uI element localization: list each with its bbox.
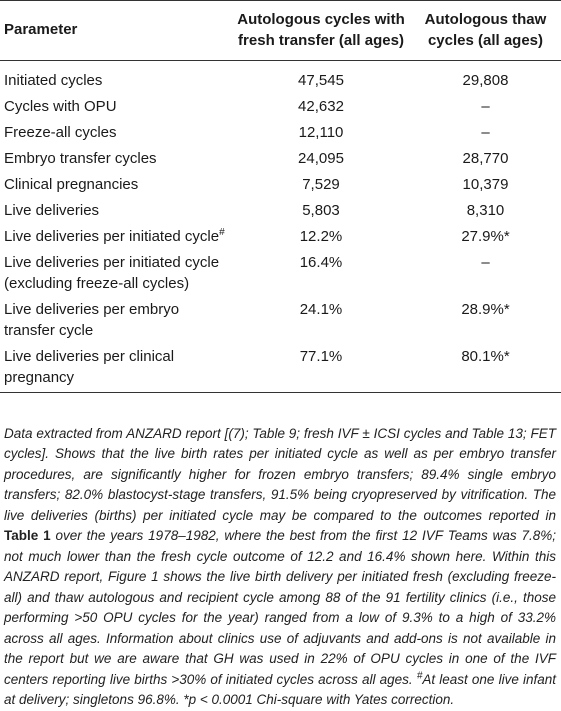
row-label: Cycles with OPU (4, 98, 117, 115)
fresh-value: 5,803 (302, 202, 340, 219)
table-row (0, 200, 561, 226)
table-row (0, 148, 561, 174)
table-row (0, 61, 561, 97)
thaw-value: 8,310 (466, 202, 505, 219)
thaw-value: 28,770 (462, 150, 509, 167)
row-label: Live deliveries per initiated cycle (excluding freeze-all cycles) (4, 254, 220, 292)
row-label: Live deliveries per clinical pregnancy (0, 346, 232, 393)
thaw-value: – (481, 254, 490, 271)
footnote-text-2: over the years 1978–1982, where the best from the first 12 IVF Teams was 7.8%; not much lower than the fresh cycle outcome of 12.2 and 16.4% shown here. Within this ANZARD report, Figure 1 shows the live birth delivery per initiated fresh (excluding freeze-all) and thaw autologous and recipient cycle among 88 of the 91 fertility clinics (i.e., those performing >50 OPU cycles for the year) ranged from a low of 9.3% to a high of 33.2% across all ages. Information about clinics use of adjuvants and add-ons is not available in the report but we are aware that GH was used in 22% of OPU cycles in one of the IVF centers reporting live births >30% of initiated cycles across all ages. (4, 528, 556, 687)
fresh-value: 7,529 (302, 176, 340, 193)
footnote-text-3: At least one live infant at delivery; singletons 96.8%. *p < 0.0001 Chi-square with Yates correction. (4, 671, 556, 707)
thaw-value: – (481, 98, 490, 115)
row-label: Clinical pregnancies (4, 176, 139, 193)
fresh-value: 42,632 (298, 98, 344, 115)
thaw-value: 29,808 (462, 72, 509, 89)
thaw-value: 27.9%* (461, 228, 510, 245)
row-label: Live deliveries (4, 202, 100, 219)
table-row (0, 226, 561, 252)
table-row (0, 174, 561, 200)
row-label (0, 226, 232, 252)
row-label: Embryo transfer cycles (4, 150, 157, 167)
hash-superscript: # (416, 670, 423, 681)
thaw-value: 10,379 (462, 176, 509, 193)
table-1-reference: Table 1 (4, 528, 51, 543)
row-label-text: Live deliveries per initiated cycle (4, 228, 220, 245)
fresh-value: 16.4% (299, 254, 343, 271)
fresh-value: 24.1% (299, 301, 343, 318)
thaw-value: – (481, 124, 490, 141)
row-label: Freeze-all cycles (4, 124, 117, 141)
fresh-value: 12,110 (298, 124, 344, 141)
header-parameter: Parameter (0, 1, 232, 61)
fresh-value: 12.2% (299, 228, 343, 245)
footnote-text-1: Data extracted from ANZARD report [(7); Table 9; fresh IVF ± ICSI cycles and Table 13; FET cycles]. Shows that the live birth rates per initiated cycle as well as per embryo transfer procedures, are significantly higher for frozen embryo transfers; 89.4% single embryo transfers; 82.0% blastocyst-stage transfers, 91.5% being cryopreserved by vitrification. The live deliveries (births) per initiated cycle may be compared to the outcomes reported in (4, 425, 556, 523)
row-label: Live deliveries per embryo transfer cycle (4, 301, 180, 339)
header-thaw: Autologous thaw cycles (all ages) (410, 1, 561, 61)
table-row (0, 122, 561, 148)
table-row (0, 299, 561, 346)
row-label: Initiated cycles (4, 72, 103, 89)
thaw-value: 80.1%* (410, 346, 561, 393)
table-footnote (4, 424, 556, 711)
hash-superscript: # (219, 227, 225, 238)
header-fresh: Autologous cycles with fresh transfer (all ages) (232, 1, 410, 61)
fresh-value: 77.1% (232, 346, 410, 393)
fresh-value: 47,545 (298, 72, 344, 89)
table-row (0, 346, 561, 393)
fresh-value: 24,095 (298, 150, 344, 167)
table-row (0, 96, 561, 122)
thaw-value: 28.9%* (461, 301, 510, 318)
table-row (0, 252, 561, 299)
table-header-row (0, 1, 561, 61)
